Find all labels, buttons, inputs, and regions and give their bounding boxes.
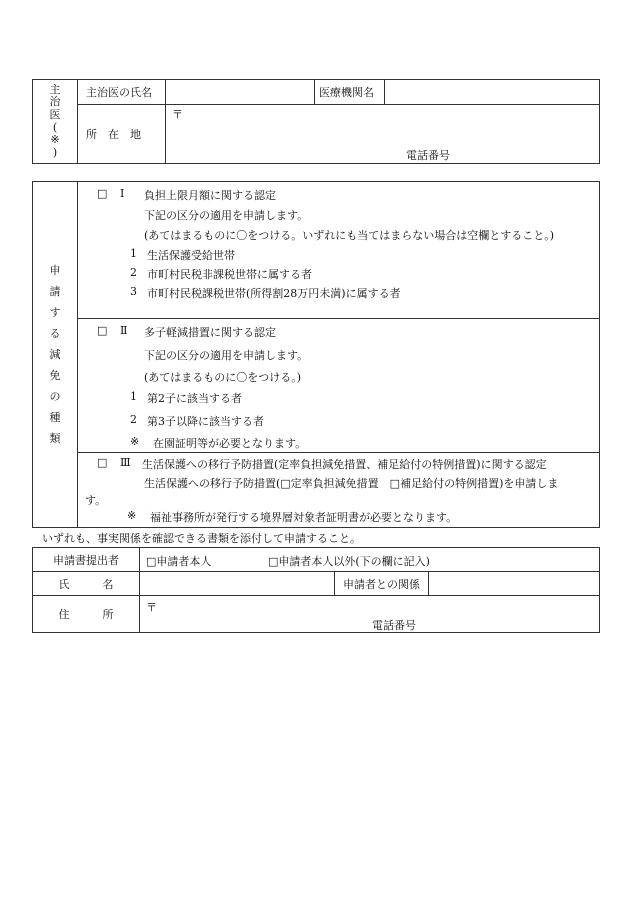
section-2-number: Ⅱ [120, 324, 128, 337]
section-3-line1: 生活保護への移行予防措置(□定率負担減免措置 □補足給付の特例措置)を申請しま [144, 477, 559, 490]
physician-name-label: 主治医の氏名 [78, 80, 166, 105]
section-2-note-mark: ※ [130, 435, 140, 448]
reduction-side-char: 請 [49, 285, 61, 298]
section-2-item-num: 1 [130, 390, 137, 403]
physician-side-label [33, 80, 78, 164]
section-1-item-num: 3 [130, 285, 137, 298]
section-2-item-text: 第2子に該当する者 [147, 392, 242, 405]
physician-side-char: 医 [49, 107, 61, 121]
reduction-side-char: す [49, 306, 61, 319]
section-1-line1: 下記の区分の適用を申請します。 [144, 209, 309, 222]
physician-side-char: ) [52, 145, 58, 159]
physician-table [32, 79, 600, 164]
section-1-checkbox[interactable]: □ [97, 187, 108, 200]
institution-label: 医療機関名 [315, 80, 385, 105]
reduction-table [32, 181, 600, 528]
applicant-table [32, 547, 600, 633]
section-2-checkbox[interactable]: □ [97, 324, 108, 337]
submitter-option-other[interactable]: □申請者本人以外(下の欄に記入) [268, 555, 430, 568]
section-2-line1: 下記の区分の適用を申請します。 [144, 349, 309, 362]
section-2-title: 多子軽減措置に関する認定 [144, 326, 276, 339]
section-2-item-text: 第3子以降に該当する者 [147, 415, 264, 428]
physician-side-char: ※ [50, 133, 60, 147]
physician-side-char: 主 [49, 82, 61, 96]
section-2-item-num: 2 [130, 413, 137, 426]
reduction-side-label [33, 182, 78, 528]
reduction-side-char: る [49, 327, 61, 340]
physician-postal-mark: 〒 [172, 108, 183, 121]
section-1-item-num: 1 [130, 247, 137, 260]
reduction-side-char: 類 [49, 432, 61, 445]
physician-side-char: 治 [49, 95, 61, 109]
section-2 [78, 319, 600, 453]
applicant-name-field[interactable] [140, 572, 335, 596]
section-3-note-mark: ※ [127, 509, 137, 522]
applicant-phone-label: 電話番号 [372, 619, 416, 632]
section-3-number: Ⅲ [120, 456, 131, 469]
section-2-line2: (あてはまるものに〇をつける。) [144, 371, 302, 384]
submitter-options [140, 548, 600, 572]
physician-name-field[interactable] [166, 80, 315, 105]
reduction-side-char: の [49, 390, 61, 403]
section-1-title: 負担上限月額に関する認定 [144, 189, 276, 202]
reduction-side-char: 申 [49, 264, 61, 277]
section-1-number: Ⅰ [120, 187, 125, 200]
section-1 [78, 182, 600, 319]
reduction-side-char: 種 [49, 411, 61, 424]
reduction-side-char: 免 [49, 369, 61, 382]
section-1-item-text: 市町村民税課税世帯(所得割28万円未満)に属する者 [147, 287, 401, 300]
physician-side-char: ( [52, 120, 58, 134]
section-3-note: 福祉事務所が発行する境界層対象者証明書が必要となります。 [150, 511, 458, 524]
footer-note: いずれも、事実関係を確認できる書類を添付して申請すること。 [42, 532, 361, 545]
physician-address-label: 所 在 地 [78, 105, 166, 164]
submitter-option-self[interactable]: □申請者本人 [146, 555, 212, 568]
applicant-address-label: 住 所 [33, 596, 140, 633]
physician-phone-label: 電話番号 [406, 149, 450, 162]
section-3-checkbox[interactable]: □ [97, 456, 108, 469]
submitter-label: 申請書提出者 [33, 548, 140, 572]
applicant-name-label: 氏 名 [33, 572, 140, 596]
physician-address-field[interactable] [166, 105, 600, 164]
relation-label: 申請者との関係 [335, 572, 429, 596]
section-1-item-num: 2 [130, 266, 137, 279]
section-2-note: 在園証明等が必要となります。 [153, 437, 307, 450]
section-3-title: 生活保護への移行予防措置(定率負担減免措置、補足給付の特例措置)に関する認定 [142, 458, 547, 471]
applicant-address-field[interactable] [140, 596, 600, 633]
section-1-line2: (あてはまるものに〇をつける。いずれにも当てはまらない場合は空欄とすること。) [144, 229, 555, 242]
section-1-item-text: 生活保護受給世帯 [147, 249, 235, 262]
reduction-side-char: 減 [49, 348, 61, 361]
section-3 [78, 453, 600, 528]
section-3-line2: す。 [85, 494, 107, 507]
applicant-postal-mark: 〒 [146, 601, 157, 614]
institution-field[interactable] [385, 80, 600, 105]
relation-field[interactable] [429, 572, 600, 596]
section-1-item-text: 市町村民税非課税世帯に属する者 [147, 268, 312, 281]
